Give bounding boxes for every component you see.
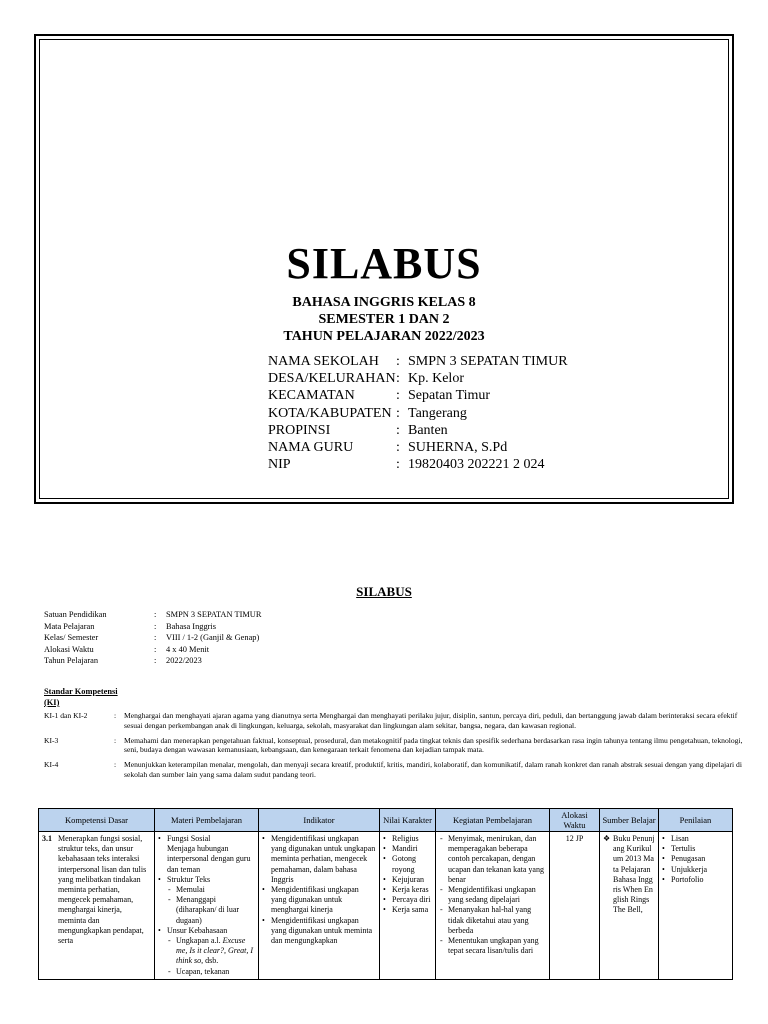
colon: : — [396, 405, 400, 421]
meta-label: Tahun Pelajaran — [44, 656, 99, 666]
colon: : — [154, 633, 157, 643]
cover-box — [34, 34, 734, 504]
ki-row — [44, 760, 744, 780]
info-label: NAMA GURU — [268, 440, 354, 456]
cell-materi — [155, 832, 259, 980]
meta-label: Satuan Pendidikan — [44, 610, 107, 619]
info-label: PROPINSI — [268, 422, 331, 438]
list-item: • Lisan — [662, 834, 729, 844]
colon: : — [396, 371, 400, 387]
cell-indikator — [259, 832, 380, 980]
kegiatan-list — [439, 834, 546, 956]
colon: : — [396, 457, 400, 473]
list-item: • Gotong royong — [383, 854, 432, 874]
list-item: - Memulai — [167, 885, 255, 895]
list-item: • Mengidentifikasi ungkapan yang digunakan untuk ungkapan meminta perhatian, mengecek pemahaman, dalam bahasa Inggris — [262, 834, 376, 885]
list-item — [167, 936, 255, 967]
kd-item — [42, 834, 151, 946]
penilaian-list — [662, 834, 729, 885]
kd-text: Menerapkan fungsi sosial, struktur teks, dan unsur kebahasaan teks interaksi interpersonal lisan dan tulis yang melibatkan tindakan meminta perhatian, mengecek pemahaman, menghargai kinerja, meminta dan mengungkapkan pendapat, serta — [58, 834, 147, 946]
sk-heading-line-1: Standar Kompetensi — [44, 687, 118, 696]
info-value: SMPN 3 SEPATAN TIMUR — [408, 354, 568, 369]
expression-examples: Excuse me, Is it clear?, Great, I think so, — [176, 936, 254, 966]
colon: : — [396, 440, 400, 456]
meta-label: Mata Pelajaran — [44, 621, 95, 631]
sumber-text: Buku Penunjang Kurikulum 2013 Mata Pelajaran Bahasa Inggris When English Rings The Bell, — [613, 834, 655, 915]
meta-row — [44, 655, 261, 667]
materi-list — [158, 834, 255, 977]
core-competence-list — [44, 711, 744, 785]
materi-heading: • Fungsi Sosial — [167, 834, 211, 843]
meta-value: Bahasa Inggris — [166, 621, 217, 631]
school-info — [268, 353, 568, 473]
list-item: - Mengidentifikasi ungkapan yang sedang dipelajari — [439, 885, 546, 905]
colon: : — [154, 610, 157, 619]
list-item: • Kejujuran — [383, 875, 432, 885]
colon: : — [396, 422, 400, 438]
col-header: Alokasi Waktu — [550, 809, 600, 832]
info-label: KECAMATAN — [268, 388, 355, 404]
list-item: • Mandiri — [383, 844, 432, 854]
col-header: Kompetensi Dasar — [39, 809, 155, 832]
ki-text: Memahami dan menerapkan pengetahuan faktual, konseptual, prosedural, dan metakognitif pada tingkat teknis dan spesifik sederhana berdasarkan rasa ingin tahunya tentang ilmu pengetahuan, teknologi, seni, budaya dengan wawasan kemanusiaan, kebangsaan, dan kenegaraan terkait fenomena dan kejadian tampak mata. — [124, 735, 743, 755]
meta-label: Alokasi Waktu — [44, 644, 94, 654]
list-item: • Penugasan — [662, 854, 729, 864]
info-label: NAMA SEKOLAH — [268, 354, 379, 369]
meta-value: 2022/2023 — [166, 656, 202, 666]
materi-text: Menjaga hubungan interpersonal dengan guru dan teman — [167, 844, 251, 874]
materi-sublist — [167, 885, 255, 926]
colon: : — [154, 656, 157, 666]
cover-title: SILABUS — [286, 239, 482, 288]
course-meta — [44, 609, 261, 667]
list-item: - Menyimak, menirukan, dan memperagakan beberapa contoh percakapan, dengan ucapan dan tekanan kata yang benar — [439, 834, 546, 885]
cell-sumber — [600, 832, 659, 980]
colon: : — [114, 760, 117, 770]
cell-penilaian — [659, 832, 733, 980]
sk-heading-line-2: (KI) — [44, 698, 60, 707]
ki-label: KI-1 dan KI-2 — [44, 711, 88, 720]
meta-row — [44, 644, 261, 656]
col-header: Nilai Karakter — [380, 809, 436, 832]
ki-row — [44, 736, 744, 756]
indikator-list — [262, 834, 376, 946]
info-row-nip — [268, 456, 568, 473]
info-row-district — [268, 387, 568, 404]
colon: : — [396, 354, 400, 369]
meta-row — [44, 621, 261, 633]
cell-kompetensi-dasar — [39, 832, 155, 980]
table-header-row — [39, 809, 733, 832]
ki-row — [44, 711, 744, 731]
list-item — [158, 834, 255, 875]
list-item: • Mengidentifikasi ungkapan yang digunakan untuk menghargai kinerja — [262, 885, 376, 916]
col-header: Penilaian — [659, 809, 733, 832]
meta-value: 4 x 40 Menit — [166, 644, 210, 654]
materi-heading: • Struktur Teks — [167, 874, 211, 884]
info-label: KOTA/KABUPATEN — [268, 405, 392, 421]
info-row-province — [268, 422, 568, 439]
info-value: SUHERNA, S.Pd — [408, 440, 508, 456]
colon: : — [154, 621, 157, 631]
kd-number: 3.1 — [42, 834, 52, 843]
list-item: - Menanggapi (diharapkan/ di luar dugaan) — [167, 895, 255, 926]
syllabus-title: SILABUS — [356, 584, 412, 599]
info-value: Tangerang — [408, 405, 467, 421]
list-item — [158, 875, 255, 926]
cover-subtitle-subject: BAHASA INGGRIS KELAS 8 — [292, 295, 476, 310]
ki-label: KI-4 — [44, 760, 59, 770]
list-item: • Tertulis — [662, 844, 729, 854]
meta-row — [44, 632, 261, 644]
meta-value: SMPN 3 SEPATAN TIMUR — [166, 610, 262, 619]
list-item: • Kerja keras — [383, 885, 432, 895]
list-item: - Menentukan ungkapan yang tepat secara lisan/tulis dari — [439, 936, 546, 956]
list-item: • Unjukkerja — [662, 865, 729, 875]
cell-kegiatan — [436, 832, 550, 980]
cover-subtitle-year: TAHUN PELAJARAN 2022/2023 — [283, 329, 485, 344]
col-header: Indikator — [259, 809, 380, 832]
info-value: Sepatan Timur — [408, 388, 491, 404]
cover-subtitle-semester: SEMESTER 1 DAN 2 — [318, 312, 450, 327]
col-header: Materi Pembelajaran — [155, 809, 259, 832]
expression-label: Ungkapan a.l. — [176, 936, 221, 946]
info-row-village — [268, 370, 568, 387]
col-header: Sumber Belajar — [600, 809, 659, 832]
list-item: • Portofolio — [662, 875, 729, 885]
list-item: • Percaya diri — [383, 895, 432, 905]
colon: : — [154, 644, 157, 654]
list-item: • Kerja sama — [383, 905, 432, 915]
info-row-city — [268, 405, 568, 422]
info-label: DESA/KELURAHAN — [268, 371, 396, 387]
colon: : — [114, 735, 117, 745]
list-item: - Ucapan, tekanan — [167, 967, 255, 977]
cell-nilai-karakter — [380, 832, 436, 980]
info-row-teacher — [268, 439, 568, 456]
ki-text: Menunjukkan keterampilan menalar, mengolah, dan menyaji secara kreatif, produktif, kritis, mandiri, kolaboratif, dan komunikatif, dalam ranah konkret dan ranah abstrak sesuai dengan yang dipelajari di sekolah dan sumber lain yang sama dalam sudut pandang teori. — [124, 760, 742, 779]
cell-alokasi: 12 JP — [550, 832, 600, 980]
meta-label: Kelas/ Semester — [44, 633, 99, 643]
list-item: • Religius — [383, 834, 432, 844]
info-value: 19820403 202221 2 024 — [408, 457, 545, 473]
nilai-list — [383, 834, 432, 916]
list-item: - Menanyakan hal-hal yang tidak diketahui atau yang berbeda — [439, 905, 546, 936]
syllabus-table — [38, 808, 733, 980]
materi-sublist — [167, 936, 255, 977]
info-value: Banten — [408, 422, 448, 438]
list-item — [158, 926, 255, 977]
ki-text: Menghargai dan menghayati ajaran agama yang dianutnya serta Menghargai dan menghayati perilaku jujur, disiplin, santun, percaya diri, peduli, dan bertanggung jawab dalam berinteraksi secara efektif sesuai dengan perkembangan anak di lingkungan, keluarga, sekolah, masyarakat dan lingkungan alam sekitar, bangsa, negara, dan kawasan regional. — [124, 711, 738, 730]
diamond-bullet-icon: ❖ — [603, 834, 611, 843]
table-row — [39, 832, 733, 980]
info-value: Kp. Kelor — [408, 371, 464, 387]
materi-heading: • Unsur Kebahasaan — [167, 925, 228, 935]
expression-tail: dsb. — [203, 956, 219, 966]
meta-value: VIII / 1-2 (Ganjil & Genap) — [166, 633, 260, 643]
ki-label: KI-3 — [44, 735, 59, 745]
info-label: NIP — [268, 457, 291, 473]
standard-competence-heading — [44, 686, 118, 708]
list-item: • Mengidentifikasi ungkapan yang digunakan untuk meminta dan mengungkapkan — [262, 916, 376, 947]
colon: : — [396, 388, 400, 404]
colon: : — [114, 711, 117, 720]
info-row-school — [268, 353, 568, 370]
meta-row — [44, 609, 261, 621]
col-header: Kegiatan Pembelajaran — [436, 809, 550, 832]
sumber-item — [603, 834, 655, 916]
